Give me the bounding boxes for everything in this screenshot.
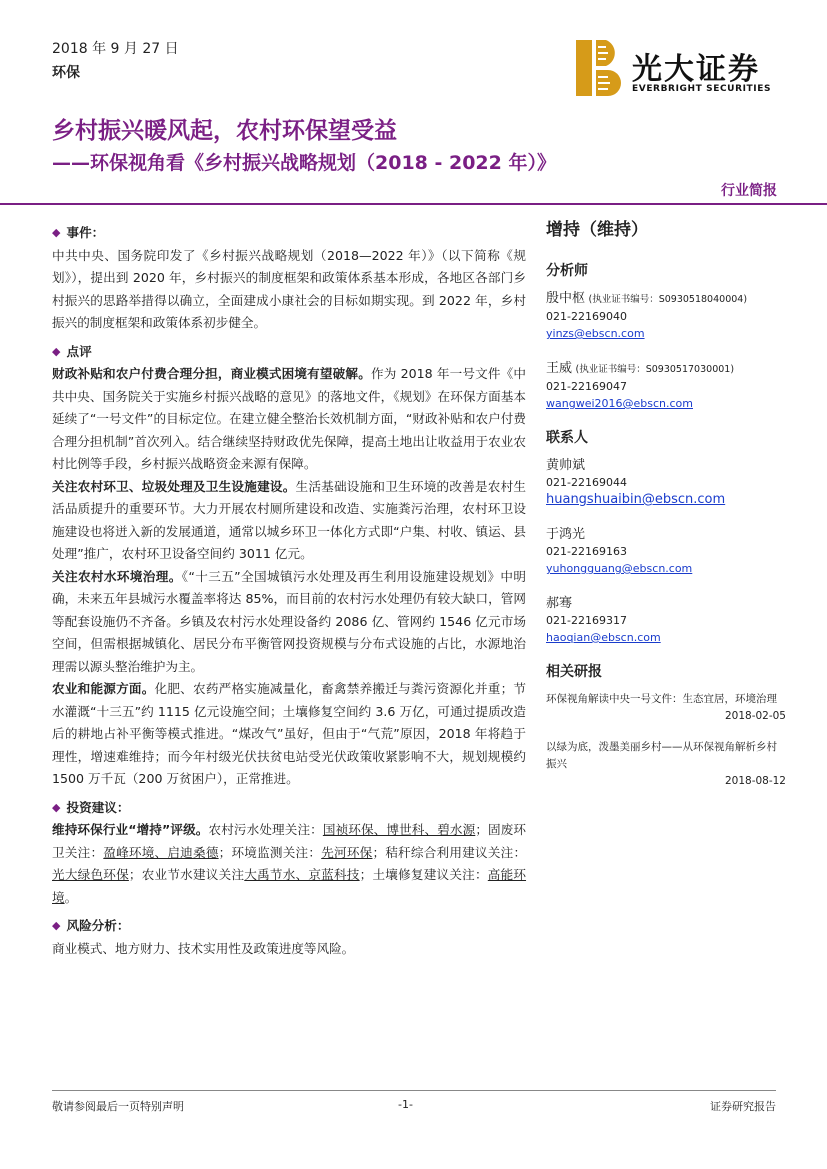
invest-section-heading: ◆ 投资建议： — [52, 797, 526, 820]
main-content — [52, 218, 526, 960]
stock-list-sewage: 国祯环保、博世科、碧水源 — [322, 822, 476, 837]
contact-item — [546, 457, 786, 508]
comment-paragraph-3: 关注农村水环境治理。《“十三五”全国城镇污水处理及再生利用设施建设规划》中明确，未来五年县城污水覆盖率将达 85%，而目前的农村污水处理仍有较大缺口，管网等配套设施仍不齐备。乡镇及农村污水处理设备约 2086 亿、管网约 1546 亿元市场空间，但需根据城镇化、居民分布平衡管网投资规模与分布式设施的占比，水源地治理需以源头整治维护为主。 — [52, 568, 526, 674]
logo-mark-icon — [576, 40, 622, 96]
research-heading: 相关研报 — [546, 664, 602, 680]
contact-phone: 021-22169044 — [546, 476, 627, 489]
report-type: 行业简报 — [721, 183, 777, 199]
research-item[interactable] — [546, 739, 786, 790]
footer-disclaimer: 敬请参阅最后一页特别声明 — [52, 1100, 184, 1113]
analyst-heading: 分析师 — [546, 263, 588, 279]
stock-list-straw: 光大绿色环保 — [52, 867, 129, 882]
contact-email-link[interactable]: yuhongguang@ebscn.com — [546, 562, 693, 575]
diamond-bullet-icon: ◆ — [52, 919, 61, 932]
diamond-bullet-icon: ◆ — [52, 800, 61, 814]
logo-english: EVERBRIGHT SECURITIES — [632, 84, 772, 94]
footer-report-label: 证券研究报告 — [710, 1100, 776, 1113]
footer-divider — [52, 1090, 776, 1091]
rating: 增持（维持） — [546, 220, 648, 240]
analyst-name: 王威 — [546, 361, 573, 376]
stock-list-soil: 高能环境 — [52, 867, 527, 905]
analyst-cert: (执业证书编号：S0930518040004) — [588, 294, 748, 305]
page-number: -1- — [398, 1098, 413, 1111]
comment-paragraph-4: 农业和能源方面。化肥、农药严格实施减量化，畜禽禁养搬迁与粪污资源化并重；节水灌溉“十三五”约 1115 亿元设施空间；土壤修复空间约 3.6 万亿，可通过提质改造后的耕地占补平衡等模式推进。“煤改气”虽好，但由于“气荒”原因，2018 年将趋于理性，增速难维持；而今年村级光伏扶贫电站受光伏政策收紧影响不大，规划规模约 1500 万千瓦（200 万贫困户），正常推进。 — [52, 681, 527, 786]
report-title: 乡村振兴暖风起，农村环保望受益 — [52, 118, 397, 144]
report-subtitle: ——环保视角看《乡村振兴战略规划（2018 - 2022 年）》 — [52, 152, 556, 174]
research-title: 环保视角解读中央一号文件：生态宜居，环境治理 — [546, 693, 777, 705]
everbright-logo — [576, 40, 776, 98]
contact-name: 于鸿光 — [546, 527, 586, 542]
comment-paragraph-1: 财政补贴和农户付费合理分担，商业模式困境有望破解。作为 2018 年一号文件《中共中央、国务院关于实施乡村振兴战略的意见》的落地文件，《规划》在环保方面基本延续了“一号文件”的目标定位。在建立健全整治长效机制方面，“财政补贴和农户付费合理分担机制”首次列入。结合继续坚持财政优先保障，提高土地出让收益用于农业农村比例等手段，乡村振兴战略资金来源有保障。 — [52, 366, 526, 471]
stock-list-monitoring: 先河环保 — [321, 844, 373, 860]
sector-label: 环保 — [52, 65, 80, 81]
contact-name: 郝骞 — [546, 596, 573, 611]
contact-name: 黄帅斌 — [546, 458, 586, 473]
contact-email-link[interactable]: haoqian@ebscn.com — [546, 631, 661, 644]
risk-text: 商业模式、地方财力、技术实用性及政策进度等风险。 — [52, 940, 355, 956]
research-date: 2018-02-05 — [724, 710, 786, 722]
analyst-name: 殷中枢 — [546, 291, 586, 306]
analyst-email-link[interactable]: wangwei2016@ebscn.com — [546, 397, 693, 410]
stock-list-waste: 盈峰环境、启迪桑德 — [103, 844, 219, 860]
comment-paragraph-2: 关注农村环卫、垃圾处理及卫生设施建设。生活基础设施和卫生环境的改善是农村生活品质提升的重要环节。大力开展农村厕所建设和改造、实施粪污治理，农村环卫设施建设也将迸入新的发展通道，通常以城乡环卫一体化方式即“户集、村收、镇运、县处理”推广，农村环卫设备空间约 3011 亿元。 — [52, 478, 527, 561]
risk-section-heading: ◆ 风险分析： — [52, 915, 526, 938]
logo-chinese: 光大证券 — [632, 52, 760, 87]
comment-section-heading: ◆ 点评 — [52, 341, 526, 364]
research-item[interactable] — [546, 691, 786, 725]
stock-list-water-saving: 大禹节水、京蓝科技 — [244, 867, 360, 882]
contact-phone: 021-22169163 — [546, 545, 627, 558]
contact-item — [546, 526, 786, 577]
analyst-phone: 021-22169047 — [546, 380, 627, 393]
event-text: 中共中央、国务院印发了《乡村振兴战略规划（2018—2022 年）》（以下简称《规划》），提出到 2020 年，乡村振兴的制度框架和政策体系基本形成，各地区各部门乡村振兴的思路举措得以确立，全面建成小康社会的目标如期实现。到 2022 年，乡村振兴的制度框架和政策体系初步健全。 — [52, 247, 526, 330]
analyst-item — [546, 360, 786, 412]
analyst-email-link[interactable]: yinzs@ebscn.com — [546, 327, 645, 340]
invest-text: 维持环保行业“增持”评级。农村污水处理关注：国祯环保、博世科、碧水源；固废环卫关注：盈峰环境、启迪桑德；环境监测关注：先河环保；秸秆综合利用建议关注：光大绿色环保；农业节水建议关注大禹节水、京蓝科技；土壤修复建议关注：高能环境。 — [52, 822, 527, 905]
contact-email-link[interactable]: huangshuaibin@ebscn.com — [546, 492, 726, 507]
report-date: 2018 年 9 月 27 日 — [52, 41, 179, 57]
diamond-bullet-icon: ◆ — [52, 344, 61, 358]
research-title: 以绿为底，泼墨美丽乡村——从环保视角解析乡村振兴 — [546, 741, 777, 770]
header-divider — [0, 203, 827, 205]
analyst-cert: (执业证书编号：S0930517030001) — [575, 364, 735, 375]
contact-phone: 021-22169317 — [546, 614, 627, 627]
research-date: 2018-08-12 — [724, 775, 786, 787]
contact-item — [546, 595, 786, 646]
event-section-heading: ◆ 事件： — [52, 222, 526, 245]
diamond-bullet-icon: ◆ — [52, 226, 61, 239]
sidebar — [546, 222, 786, 804]
analyst-phone: 021-22169040 — [546, 310, 627, 323]
contact-heading: 联系人 — [546, 430, 588, 446]
analyst-item — [546, 290, 786, 342]
